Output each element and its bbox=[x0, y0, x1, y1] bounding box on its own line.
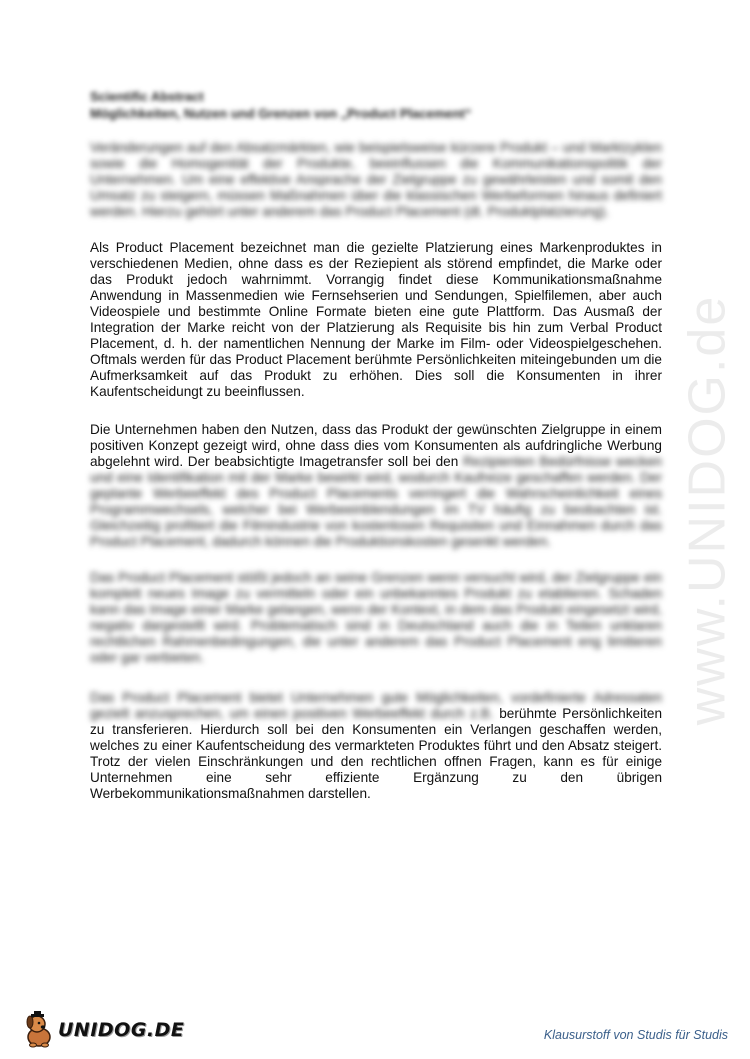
paragraph-conclusion bbox=[90, 690, 662, 802]
paragraph-limits: Das Product Placement stößt jedoch an seine Grenzen wenn versucht wird, der Zielgruppe ein komplett neues Image zu vermitteln oder ein unbekanntes Produkt zu etablieren. Schaden kann das Image einer Marke gelangen, wenn der Kontext, in dem das Produkt eingesetzt wird, negativ dargestellt wird. Problematisch sind in Deutschland auch die in Teilen unklaren rechtlichen Rahmenbedingungen, die unter anderem das Product Placement eng limitieren oder gar verbieten. bbox=[90, 570, 662, 665]
paragraph-conclusion-blurred: Das Product Placement bietet Unternehmen gute Möglichkeiten, vordefinierte Adressaten gezielt anzusprechen, um einen positiven Werbeeffekt durch z.B. bbox=[90, 690, 662, 721]
unidog-logo[interactable] bbox=[22, 1010, 184, 1050]
logo-text: UNIDOG.DE bbox=[58, 1019, 185, 1041]
document-body bbox=[90, 88, 662, 818]
paragraph-benefits-visible: Die Unternehmen haben den Nutzen, dass das Produkt der gewünschten Zielgruppe in einem positiven Konzept gezeigt wird, ohne dass dies vom Konsumenten als aufdringliche Werbung abgelehnt wird. Der beabsichtigte Imagetransfer soll bei den bbox=[90, 422, 662, 469]
watermark bbox=[662, 290, 750, 730]
footer-slogan: Klausurstoff von Studis für Studis bbox=[543, 1028, 728, 1042]
paragraph-conclusion-visible: berühmte Persönlichkeiten zu transferieren. Hierdurch soll bei den Konsumenten ein Verlangen geschaffen werden, welches zu einer Kaufentscheidung des vermarkteten Produktes führt und den Absatz steigert. Trotz der vielen Einschränkungen und den rechtlichen offnen Fragen, kann es für einige Unternehmen eine sehr effiziente Ergänzung zu den übrigen Werbekommunikationsmaßnahmen darstellen. bbox=[90, 706, 662, 801]
dog-mascot-icon bbox=[22, 1011, 56, 1049]
paragraph-intro: Veränderungen auf den Absatzmärkten, wie beispielsweise kürzere Produkt – und Marktzyklen sowie die Homogenität der Produkte, beeinflussen die Kommunikationspolitik der Unternehmen. Um eine effektive Ansprache der Zielgruppe zu gewährleisten und somit den Umsatz zu steigern, müssen Maßnahmen über die klassischen Werbeformen hinaus definiert werden. Hierzu gehört unter anderem das Product Placement (dt. Produktplatzierung). bbox=[90, 140, 662, 219]
paragraph-definition: Als Product Placement bezeichnet man die gezielte Platzierung eines Markenproduktes in verschiedenen Medien, ohne dass es der Reziepient als störend empfindet, die Marke oder das Produkt jedoch wahrnimmt. Vorrangig findet diese Kommunikationsmaßnahme Anwendung in Massenmedien wie Fernsehserien und Sendungen, Spielfilemen, aber auch Videospiele und bestimmte Online Formate bieten eine gute Plattform. Das Ausmaß der Integration der Marke reicht von der Platzierung als Requisite bis hin zum Verbal Product Placement, d. h. der namentlichen Nennung der Marke im Film- oder Videospielgeschehen. Oftmals werden für das Product Placement berühmte Persönlichkeiten miteingebunden um die Aufmerksamkeit auf das Produkt zu erhöhen. Dies soll die Konsumenten in ihrer Kaufentscheidungt zu beeinflussen. bbox=[90, 240, 662, 399]
paragraph-benefits-blurred: Rezipienten Bedürfnisse wecken und eine Identifikation mit der Marke bewirkt wird, wodurch Kaufreize geschaffen werden. Der geplante Werbeeffekt des Product Placements verringert die Wahrscheinlichkeit eines Programmwechsels, welcher bei Werbeeinblendungen im TV häufig zu beobachten ist. Gleichzeitig profitiert die Filmindustrie von kostenlosen Requisiten und Einnahmen durch das Product Placement, dadurch können die Produktionskosten gesenkt werden. bbox=[90, 454, 662, 549]
paragraph-benefits bbox=[90, 422, 662, 550]
watermark-text: www.UNIDOG.de bbox=[678, 294, 736, 726]
document-title: Scientific Abstract bbox=[90, 89, 204, 104]
document-subtitle: Möglichkeiten, Nutzen und Grenzen von „Product Placement“ bbox=[90, 106, 472, 121]
